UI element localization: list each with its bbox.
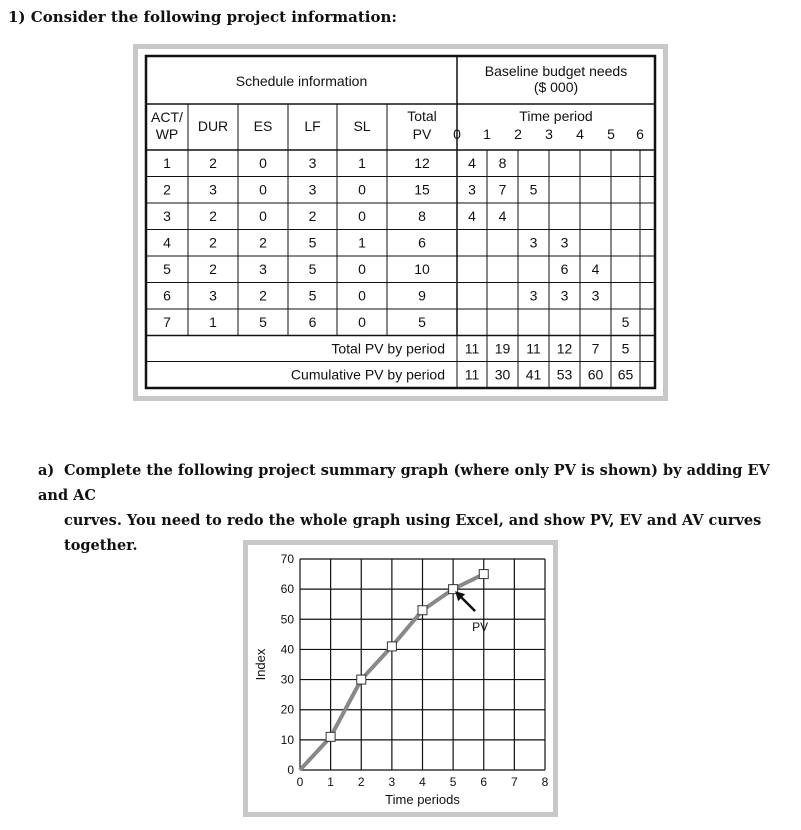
total-pv-value: 19 [494, 340, 511, 357]
time-period-label: Time period [519, 108, 593, 124]
cell-dur: 1 [209, 314, 217, 330]
pv-annotation-label: PV [472, 620, 489, 635]
total-pv-value: 5 [621, 340, 630, 357]
col-header-lf: LF [304, 118, 321, 134]
pv-data-point [387, 642, 396, 651]
cumulative-pv-value: 30 [494, 366, 511, 383]
cell-pv: 5 [418, 314, 426, 330]
cell-lf: 3 [308, 155, 317, 171]
cell-pv: 6 [418, 234, 426, 251]
x-tick-label: 2 [357, 775, 365, 789]
cell-es: 0 [259, 181, 267, 198]
x-tick-label: 5 [449, 775, 457, 789]
cell-dur: 2 [209, 261, 217, 277]
cell-pv: 10 [414, 261, 430, 277]
cell-pv-period: 3 [468, 181, 476, 198]
cumulative-pv-value: 65 [617, 366, 634, 383]
y-tick-label: 70 [280, 552, 294, 566]
cell-dur: 3 [209, 287, 217, 304]
y-tick-label: 30 [280, 672, 294, 687]
col-header-pv: PV [412, 126, 432, 142]
cumulative-pv-value: 11 [464, 366, 480, 383]
cell-pv-period: 6 [560, 261, 569, 277]
cell-act: 4 [163, 234, 171, 251]
cell-lf: 5 [308, 261, 317, 277]
cell-pv: 12 [414, 155, 430, 171]
period-label: 5 [607, 126, 615, 142]
period-label: 4 [576, 126, 584, 142]
pv-data-point [479, 570, 488, 579]
cell-lf: 6 [308, 314, 317, 330]
cell-es: 3 [259, 261, 267, 277]
cell-pv-period: 3 [591, 287, 600, 304]
y-tick-label: 20 [280, 702, 294, 717]
pv-graph-figure [243, 540, 558, 817]
cell-sl: 0 [358, 181, 366, 198]
cell-act: 2 [163, 181, 171, 198]
cell-dur: 2 [209, 234, 217, 251]
project-table-figure [133, 44, 668, 401]
cell-pv-period: 4 [468, 208, 476, 224]
cell-dur: 2 [209, 155, 217, 171]
cell-act: 7 [163, 314, 171, 330]
table-border [146, 56, 655, 388]
cell-pv-period: 5 [621, 314, 630, 330]
pv-data-point [418, 606, 427, 615]
question-heading [8, 8, 397, 26]
total-pv-value: 11 [526, 340, 541, 357]
y-tick-label: 50 [280, 612, 294, 627]
col-header-es: ES [253, 118, 273, 134]
cell-pv-period: 8 [498, 155, 507, 171]
cell-sl: 1 [358, 155, 366, 171]
cell-lf: 2 [308, 208, 317, 224]
pv-data-point [326, 732, 335, 741]
cell-es: 5 [259, 314, 267, 330]
cell-pv-period: 4 [468, 155, 476, 171]
cumulative-pv-value: 53 [556, 366, 573, 383]
period-label: 2 [514, 126, 522, 142]
cell-pv-period: 5 [529, 181, 538, 198]
cell-sl: 1 [358, 234, 366, 251]
cell-sl: 0 [358, 314, 366, 330]
y-axis-label: Index [253, 648, 268, 681]
part-a-line1: Complete the following project summary graph (where only PV is shown) by adding EV and AC [38, 462, 770, 504]
pv-chart [248, 545, 553, 812]
y-tick-label: 40 [280, 642, 294, 657]
cell-pv-period: 4 [591, 261, 600, 277]
x-tick-label: 6 [480, 775, 488, 789]
pv-data-point [357, 675, 366, 684]
part-a-line2: curves. You need to redo the whole graph using Excel, and show PV, EV and AV curves together. [64, 512, 762, 554]
cumulative-pv-value: 41 [525, 366, 542, 383]
cell-pv-period: 3 [529, 234, 538, 251]
x-axis-label: Time periods [385, 792, 460, 807]
y-tick-label: 0 [287, 763, 294, 777]
project-table [138, 49, 663, 396]
cell-pv-period: 4 [498, 208, 507, 224]
period-label: 0 [453, 126, 461, 142]
cell-sl: 0 [358, 287, 366, 304]
y-tick-label: 60 [280, 582, 294, 597]
cell-pv-period: 3 [560, 287, 569, 304]
col-header-dur: DUR [197, 118, 229, 134]
schedule-header: Schedule information [235, 73, 368, 89]
x-tick-label: 3 [388, 775, 396, 789]
total-pv-label: Total PV by period [331, 340, 445, 357]
cell-es: 0 [259, 155, 267, 171]
cell-pv-period: 7 [498, 181, 507, 198]
cell-act: 6 [163, 287, 171, 304]
cell-pv-period: 3 [529, 287, 538, 304]
period-label: 1 [483, 126, 491, 142]
question-number: 1) [8, 8, 26, 26]
cell-lf: 5 [308, 287, 317, 304]
cell-pv: 8 [418, 208, 426, 224]
cell-act: 1 [163, 155, 171, 171]
col-header-total: Total [407, 108, 437, 124]
cell-act: 5 [163, 261, 171, 277]
period-label: 3 [545, 126, 553, 142]
cell-pv: 9 [418, 287, 426, 304]
question-title: Consider the following project information: [30, 8, 397, 26]
cell-act: 3 [163, 208, 171, 224]
cell-pv-period: 3 [560, 234, 569, 251]
col-header-wp: WP [155, 126, 179, 142]
cell-pv: 15 [414, 181, 430, 198]
cell-sl: 0 [358, 208, 366, 224]
cumulative-pv-value: 60 [587, 366, 604, 383]
x-tick-label: 8 [541, 775, 549, 789]
budget-header-line1: Baseline budget needs [484, 63, 628, 79]
total-pv-value: 7 [591, 340, 600, 357]
cell-lf: 5 [308, 234, 317, 251]
period-label: 6 [636, 126, 644, 142]
cell-dur: 2 [209, 208, 217, 224]
total-pv-value: 12 [556, 340, 573, 357]
budget-header-line2: ($ 000) [533, 79, 579, 95]
x-tick-label: 7 [511, 775, 518, 789]
cell-lf: 3 [308, 181, 317, 198]
cell-es: 0 [259, 208, 267, 224]
total-pv-value: 11 [464, 340, 480, 357]
col-header-sl: SL [353, 118, 371, 134]
x-tick-label: 0 [296, 775, 304, 789]
cell-es: 2 [259, 287, 267, 304]
cell-dur: 3 [209, 181, 217, 198]
cell-es: 2 [259, 234, 267, 251]
part-a-label: a) [38, 462, 55, 479]
cumulative-pv-label: Cumulative PV by period [290, 366, 445, 383]
col-header-act: ACT/ [151, 109, 183, 125]
x-tick-label: 4 [419, 775, 426, 789]
x-tick-label: 1 [327, 775, 334, 789]
y-tick-label: 10 [280, 732, 294, 747]
cell-sl: 0 [358, 261, 366, 277]
